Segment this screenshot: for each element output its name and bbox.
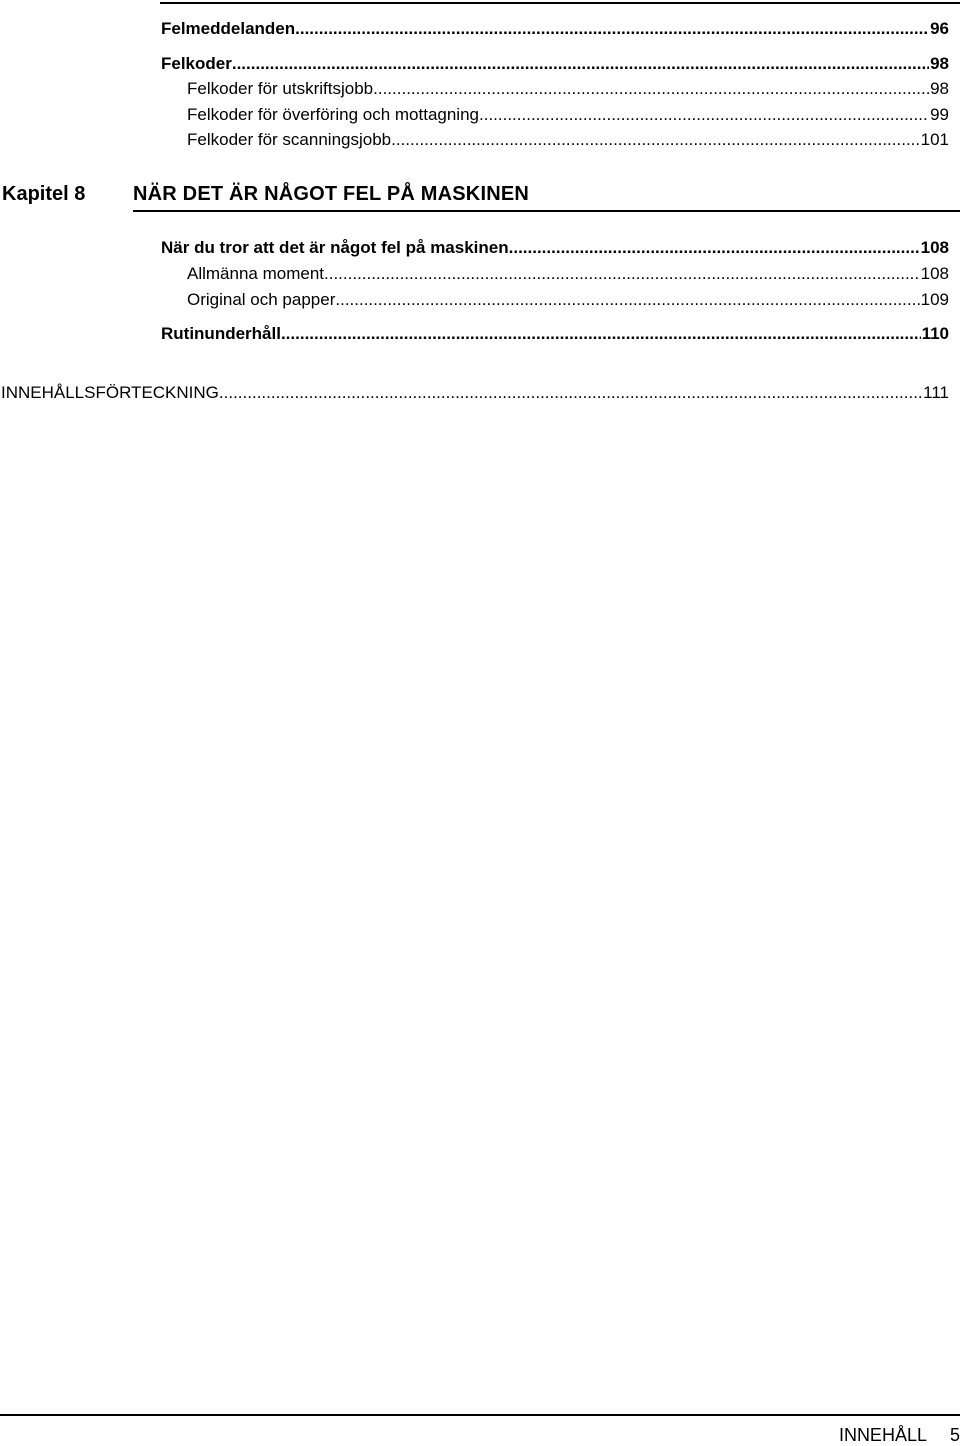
toc-entry-page: 108 (920, 264, 949, 283)
toc-entry-page: 98 (930, 79, 949, 98)
footer-rule (0, 1414, 960, 1416)
toc-entry-allmanna-moment[interactable] (187, 264, 949, 284)
toc-entry-title: När du tror att det är något fel på maskinen (161, 238, 509, 257)
toc-dot-leader (295, 19, 929, 39)
toc-dot-leader (509, 238, 920, 258)
toc-entry-page: 108 (920, 238, 949, 257)
toc-entry-title: Felkoder för scanningsjobb (187, 130, 392, 149)
toc-entry-title: Felkoder för överföring och mottagning (187, 105, 479, 124)
toc-dot-leader (373, 79, 929, 99)
footer-label: INNEHÅLL (838, 1425, 927, 1445)
toc-entry-page: 96 (930, 19, 949, 38)
footer-page-number: 5 (949, 1425, 960, 1445)
toc-entry-title: Felkoder (161, 54, 232, 73)
chapter-title[interactable]: NÄR DET ÄR NÅGOT FEL PÅ MASKINEN (133, 183, 530, 205)
toc-entry-original-och-papper[interactable] (187, 290, 949, 310)
chapter-heading (0, 178, 960, 212)
toc-entry-title: Felkoder för utskriftsjobb (187, 79, 374, 98)
chapter-label: Kapitel 8 (2, 183, 86, 205)
toc-entry-title: Original och papper (187, 290, 336, 309)
toc-dot-leader (479, 105, 929, 125)
toc-entry-page: 110 (921, 324, 949, 343)
toc-entry-title: INNEHÅLLSFÖRTECKNING (1, 383, 219, 402)
chapter-rule (133, 210, 960, 212)
top-rule (160, 2, 960, 4)
toc-entry-felmeddelanden[interactable] (161, 19, 949, 39)
toc-entry-page: 101 (920, 130, 949, 149)
toc-entry-felkoder-utskriftsjobb[interactable] (187, 79, 949, 99)
toc-entry-title: Rutinunderhåll (161, 324, 281, 343)
toc-entry-rutinunderhall[interactable] (161, 324, 949, 344)
toc-entry-page: 111 (923, 383, 949, 402)
toc-dot-leader (324, 264, 920, 284)
toc-entry-title: Felmeddelanden (161, 19, 296, 38)
toc-entry-nar-du-tror[interactable] (161, 238, 949, 258)
toc-dot-leader (232, 54, 929, 74)
toc-dot-leader (281, 324, 921, 344)
toc-entry-felkoder-scanningsjobb[interactable] (187, 130, 949, 150)
toc-entry-innehallsforteckning[interactable] (1, 383, 949, 403)
toc-entry-page: 99 (930, 105, 949, 124)
toc-entry-page: 109 (920, 290, 949, 309)
toc-entry-felkoder-overforing[interactable] (187, 105, 949, 125)
toc-dot-leader (391, 130, 920, 150)
toc-dot-leader (335, 290, 919, 310)
toc-entry-felkoder[interactable] (161, 54, 949, 74)
toc-entry-title: Allmänna moment (187, 264, 325, 283)
toc-dot-leader (219, 383, 922, 403)
toc-entry-page: 98 (930, 54, 949, 73)
page-footer (839, 1424, 960, 1446)
